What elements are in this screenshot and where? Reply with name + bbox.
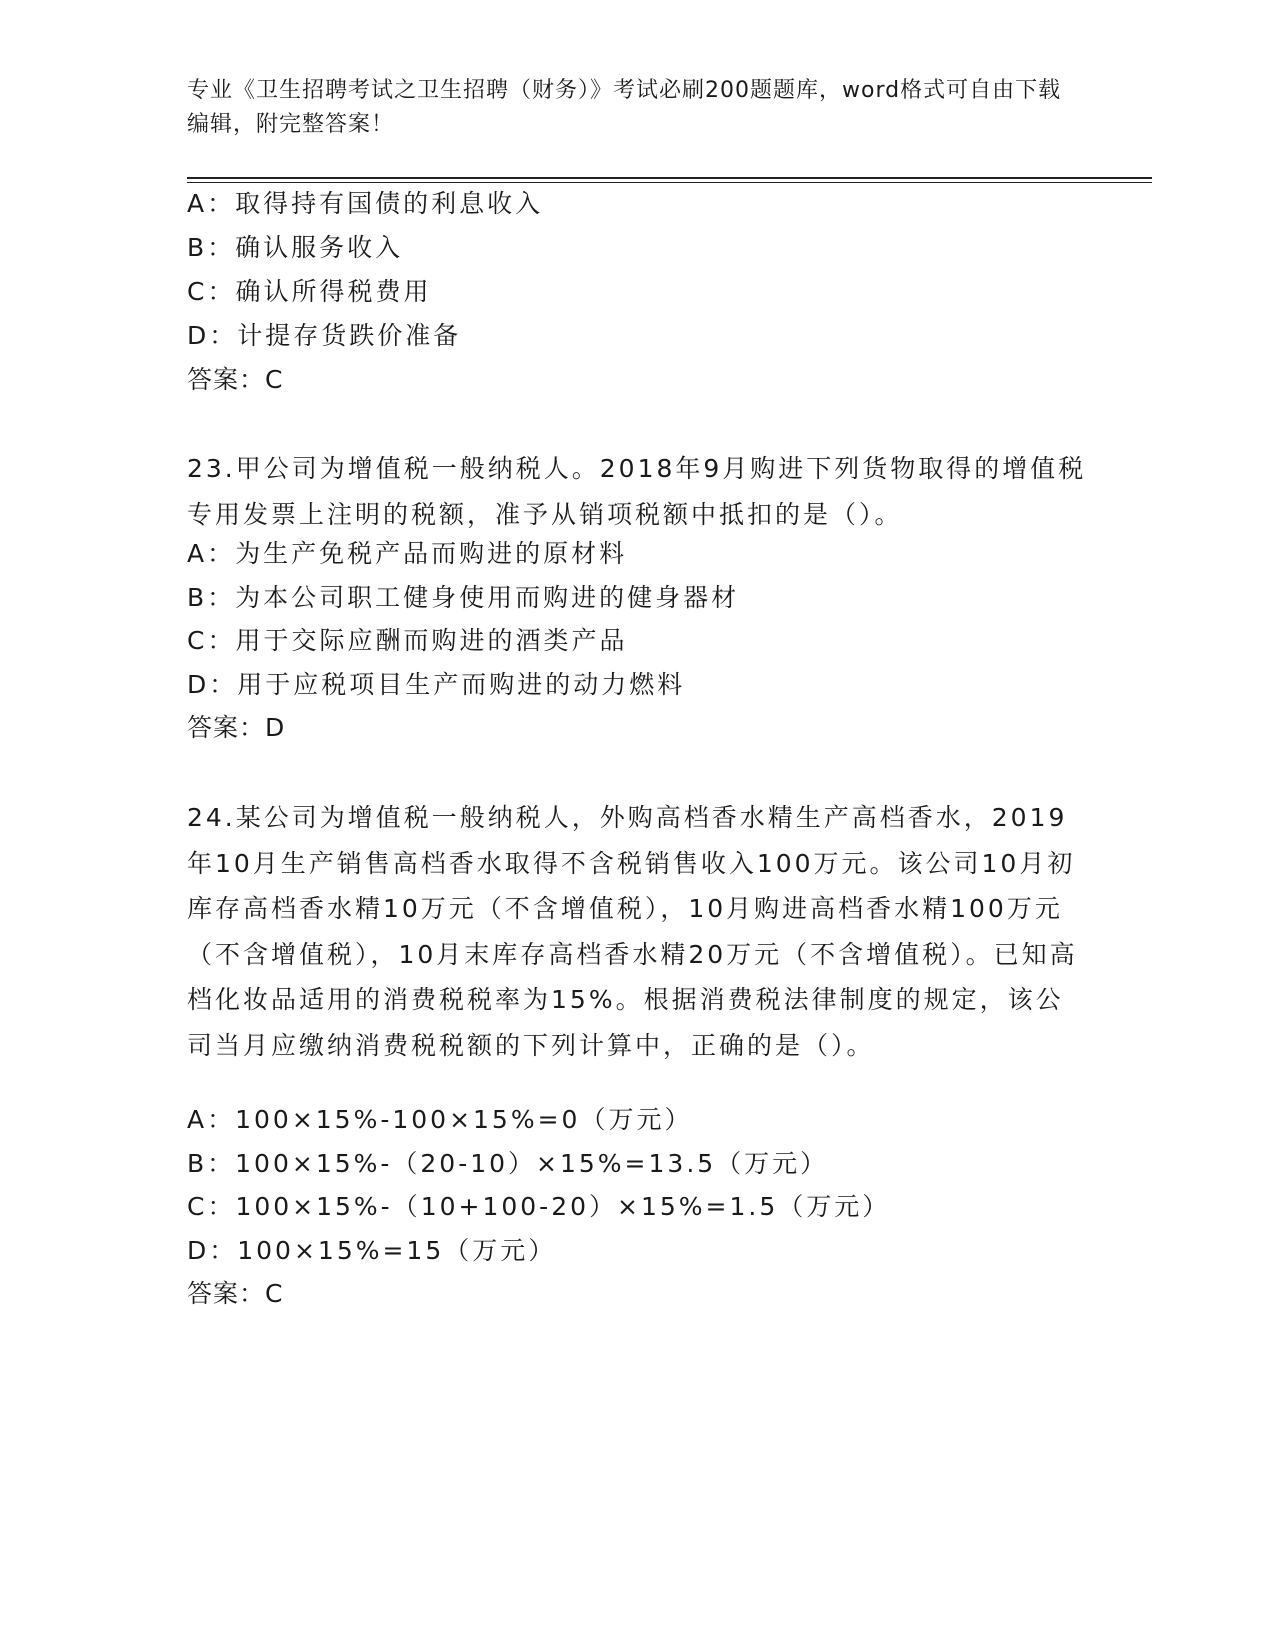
q24-option-d: D：100×15%=15（万元） <box>187 1236 557 1265</box>
header-divider <box>187 177 1152 179</box>
q23-stem: 23.甲公司为增值税一般纳税人。2018年9月购进下列货物取得的增值税专用发票上注明的税额，准予从销项税额中抵扣的是（）。 <box>187 454 1087 529</box>
q22-option-d: D：计提存货跌价准备 <box>187 321 462 350</box>
q24-option-a: A：100×15%-100×15%=0（万元） <box>187 1105 693 1134</box>
q22-option-a: A：取得持有国债的利息收入 <box>187 189 544 218</box>
q24-stem: 24.某公司为增值税一般纳税人，外购高档香水精生产高档香水，2019年10月生产销售高档香水取得不含税销售收入100万元。该公司10月初库存高档香水精10万元（不含增值税），10月购进高档香水精100万元（不含增值税），10月末库存高档香水精20万元（不含增值税）。已知高档化妆品适用的消费税税率为15%。根据消费税法律制度的规定，该公司当月应缴纳消费税税额的下列计算中，正确的是（）。 <box>187 803 1078 1060</box>
header-divider-thin <box>187 182 1152 183</box>
q23-option-c: C：用于交际应酬而购进的酒类产品 <box>187 626 628 655</box>
q22-option-b: B：确认服务收入 <box>187 233 404 262</box>
q22-answer: 答案：C <box>187 365 284 394</box>
document-header: 专业《卫生招聘考试之卫生招聘（财务）》考试必刷200题题库，word格式可自由下载编辑，附完整答案！ <box>187 78 1062 137</box>
q23-answer: 答案：D <box>187 713 286 742</box>
q24-answer: 答案：C <box>187 1279 284 1308</box>
q23-option-b: B：为本公司职工健身使用而购进的健身器材 <box>187 583 740 612</box>
q24-option-b: B：100×15%-（20-10）×15%=13.5（万元） <box>187 1149 829 1178</box>
q23-option-d: D：用于应税项目生产而购进的动力燃料 <box>187 670 686 699</box>
q24-option-c: C：100×15%-（10+100-20）×15%=1.5（万元） <box>187 1192 891 1221</box>
q22-option-c: C：确认所得税费用 <box>187 277 432 306</box>
q23-option-a: A：为生产免税产品而购进的原材料 <box>187 539 628 568</box>
